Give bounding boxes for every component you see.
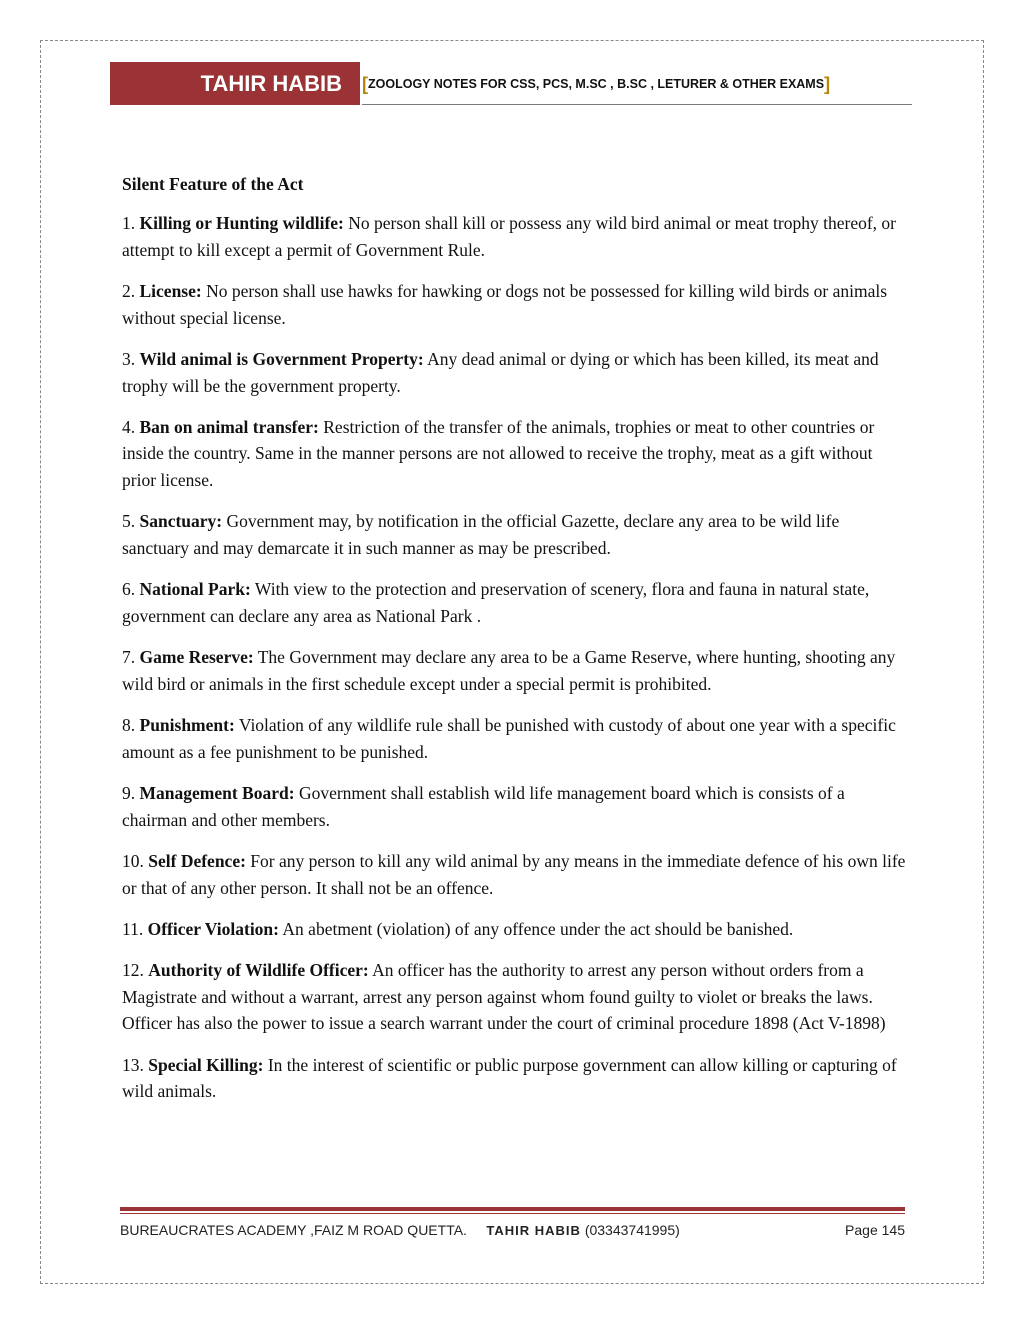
feature-number: 3. [122,348,140,369]
feature-item [122,848,907,901]
feature-text: Violation of any wildlife rule shall be punished with custody of about one year with a specific amount as a fee punishment to be punished. [122,715,896,762]
feature-heading: Killing or Hunting wildlife: [139,213,344,233]
feature-item [122,210,907,263]
feature-heading: Ban on animal transfer: [139,416,319,437]
feature-text: With view to the protection and preservation of scenery, flora and fauna in natural state, government can declare any area as National Park . [122,579,870,626]
feature-heading: Punishment: [139,715,235,736]
footer-phone: (03343741995) [584,1222,680,1238]
footer-rule-thin [120,1213,905,1214]
feature-number: 7. [122,647,140,668]
feature-text: Any dead animal or dying or which has been killed, its meat and trophy will be the government property. [122,348,879,396]
header-author-banner [110,62,360,105]
feature-heading: Management Board: [139,782,295,803]
feature-text: No person shall use hawks for hawking or dogs not be possessed for killing wild birds or animals without special license. [122,280,888,328]
feature-heading: National Park: [139,579,251,600]
header-rule [362,104,912,105]
feature-number: 4. [122,416,140,437]
feature-item [122,957,907,1037]
feature-heading: License: [139,280,202,301]
feature-item [122,414,907,494]
footer-page-number: Page 145 [845,1222,905,1238]
footer-address: BUREAUCRATES ACADEMY ,FAIZ M ROAD QUETTA. [120,1222,467,1238]
feature-text: Government may, by notification in the official Gazette, declare any area to be wild life sanctuary and may demarcate it in such manner as may be prescribed. [122,511,840,559]
header-subtitle-text: ZOOLOGY NOTES FOR CSS, PCS, M.SC , B.SC , LETURER & OTHER EXAMS [368,77,825,91]
feature-text: No person shall kill or possess any wild bird animal or meat trophy thereof, or attempt to kill except a permit of Government Rule. [122,213,896,260]
feature-number: 1. [122,213,140,233]
header-bracket-open: [ [362,74,368,94]
feature-item [122,916,907,943]
feature-heading: Wild animal is Government Property: [139,348,424,369]
feature-heading: Authority of Wildlife Officer: [148,959,369,980]
feature-number: 8. [122,715,140,736]
header-subtitle [362,74,830,95]
feature-heading: Officer Violation: [147,918,279,939]
feature-item [122,508,907,561]
feature-text: The Government may declare any area to be a Game Reserve, where hunting, shooting any wild bird or animals in the first schedule except under a special permit is prohibited. [122,647,896,694]
feature-item [122,644,907,697]
feature-number: 2. [122,280,140,301]
feature-item [122,780,907,833]
feature-number: 11. [122,918,148,939]
feature-text: Government shall establish wild life management board which is consists of a chairman and other members. [122,782,845,830]
feature-number: 13. [122,1054,149,1075]
feature-heading: Self Defence: [148,850,246,871]
feature-number: 10. [122,850,149,871]
feature-text: For any person to kill any wild animal by any means in the immediate defence of his own life or that of any other person. It shall not be an offence. [122,850,906,898]
feature-text: An abetment (violation) of any offence under the act should be banished. [279,918,794,939]
header-bracket-close: ] [824,74,831,94]
feature-item [122,712,907,765]
feature-item [122,278,907,331]
feature-heading: Special Killing: [148,1054,264,1075]
feature-number: 9. [122,782,140,803]
feature-heading: Sanctuary: [139,511,223,532]
feature-text: In the interest of scientific or public purpose government can allow killing or capturing of wild animals. [122,1054,897,1102]
feature-text: Restriction of the transfer of the animals, trophies or meat to other countries or inside the country. Same in the manner persons are not allowed to receive the trophy, meat as a gift without prior license. [122,416,875,491]
section-title: Silent Feature of the Act [122,174,304,194]
feature-number: 5. [122,511,140,532]
feature-number: 12. [122,959,149,980]
feature-number: 6. [122,579,140,600]
footer-rule-thick [120,1207,905,1211]
footer [120,1222,905,1238]
feature-list [122,210,907,1105]
feature-item [122,346,907,399]
footer-author: TAHIR HABIB [486,1223,581,1238]
feature-heading: Game Reserve: [139,647,254,668]
document-body [122,172,907,1119]
feature-item [122,576,907,629]
header-author-name: TAHIR HABIB [200,70,342,96]
feature-item [122,1052,907,1105]
feature-text: An officer has the authority to arrest any person without orders from a Magistrate and without a warrant, arrest any person against whom found guilty to violet or breaks the laws. Officer has also the power to issue a search warrant under the court of criminal procedure 1898 (Act V-1898) [122,959,886,1034]
footer-left [120,1222,680,1238]
